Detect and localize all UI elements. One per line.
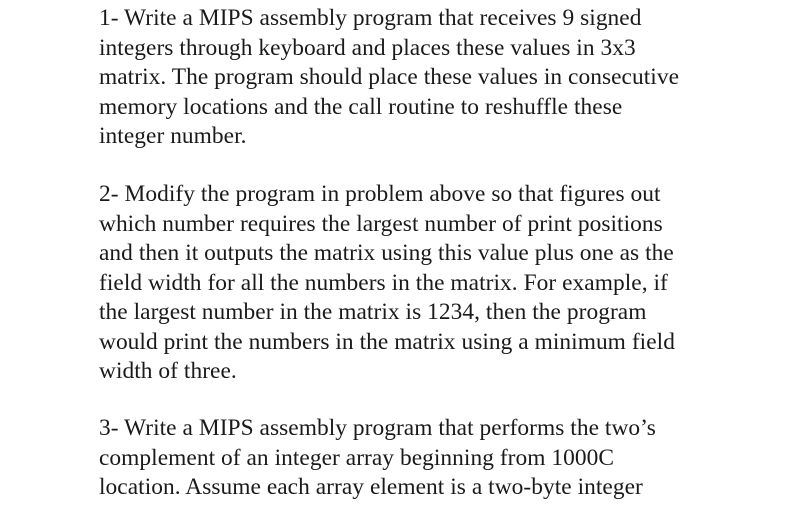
problem-3-line: 3- Write a MIPS assembly program that performs the two’s [99,415,656,441]
problem-3-line: complement of an integer array beginning from 1000C [99,444,615,471]
problem-2-line: 2- Modify the program in problem above so that figures out [99,181,661,207]
problem-3-line: location. Assume each array element is a two-byte integer [99,474,643,500]
problem-2-line: field width for all the numbers in the matrix. For example, if [99,269,668,296]
problem-1-line: 1- Write a MIPS assembly program that receives 9 signed [99,5,642,31]
problem-2-line: the largest number in the matrix is 1234, then the program [99,299,647,325]
problem-2-line: would print the numbers in the matrix using a minimum field [99,328,675,355]
problem-1-line: matrix. The program should place these values in consecutive [99,64,680,90]
problem-2-line: which number requires the largest number of print positions [99,210,663,237]
problem-2-text [99,180,789,387]
problem-2-line: and then it outputs the matrix using this value plus one as the [99,240,674,266]
problem-1-line: memory locations and the call routine to reshuffle these [99,93,623,120]
problem-3-text [99,414,789,503]
problem-1-line: integer number. [99,123,247,149]
problem-1-text [99,4,789,152]
problem-1-line: integers through keyboard and places these values in 3x3 [99,34,636,61]
problem-2-line: width of three. [99,358,237,384]
